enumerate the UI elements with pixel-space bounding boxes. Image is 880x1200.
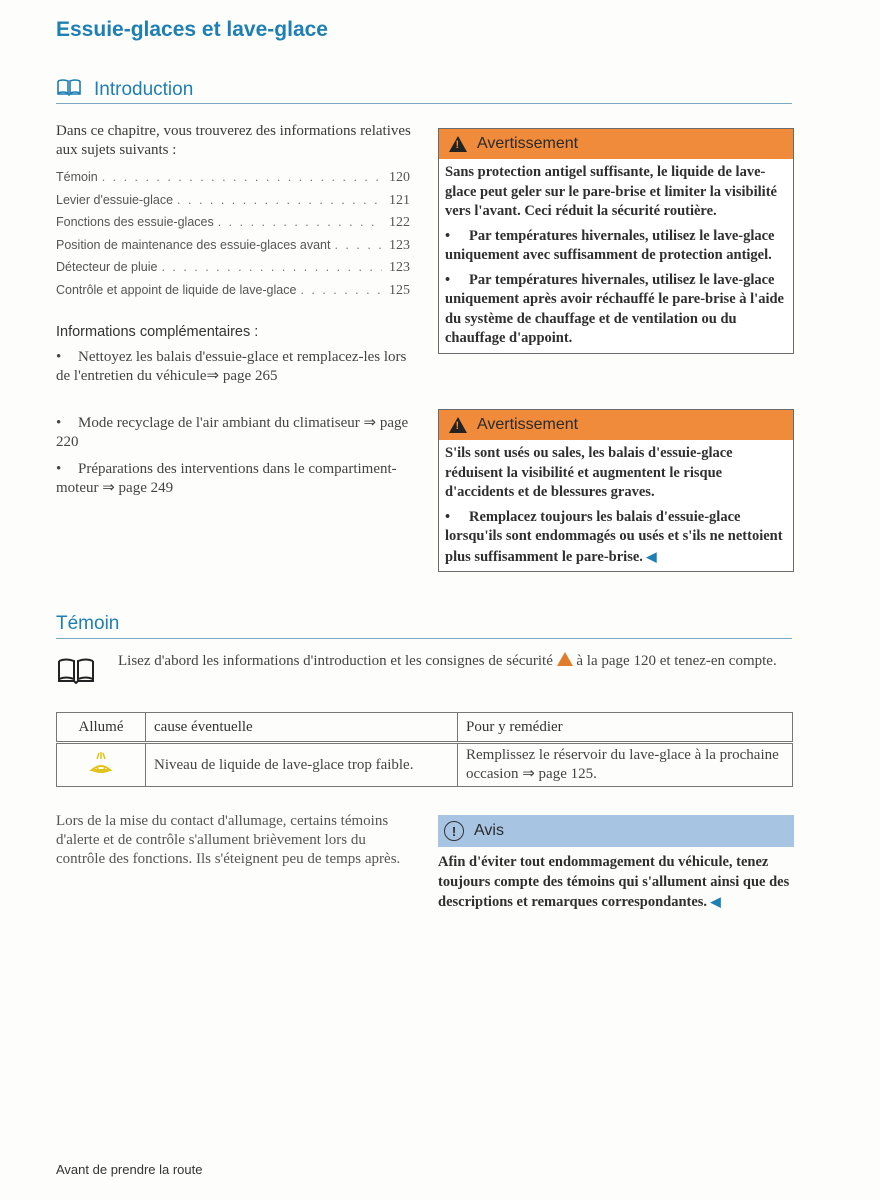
table-header: Allumé (57, 713, 146, 743)
info-exclamation-icon: ! (444, 821, 464, 841)
warning-header: ! Avertissement (439, 410, 793, 440)
notice-header: ! Avis (438, 815, 794, 847)
book-icon (56, 656, 96, 690)
toc-item[interactable]: Témoin . . . 120 (56, 170, 410, 193)
info-heading: Informations complémentaires : (56, 324, 259, 340)
toc-item[interactable]: Détecteur de pluie . . . 123 (56, 260, 410, 283)
toc-item[interactable]: Levier d'essuie-glace . . . 121 (56, 193, 410, 216)
warning-bullet: • Par températures hivernales, utilisez le lave-glace uniquement après avoir réchauffé le pare-brise à l'aide du système de chauffage et de ventilation ou du chauffage d'appoint. (445, 271, 784, 346)
body-paragraph: Lors de la mise du contact d'allumage, certains témoins d'alerte et de contrôle s'allument brièvement lors du contrôle des fonctions. Ils s'éteignent peu de temps après. (56, 813, 401, 867)
table-cell-remedy: Remplissez le réservoir du lave-glace à la prochaine occasion ⇒ page 125. (458, 743, 793, 787)
washer-fluid-warning-icon (86, 766, 116, 782)
warning-text: S'ils sont usés ou sales, les balais d'essuie-glace réduisent la visibilité et augmentent le risque d'accidents et de blessures graves. (445, 445, 733, 500)
table-cell-cause: Niveau de liquide de lave-glace trop faible. (146, 743, 458, 787)
warning-header: ! Avertissement (439, 129, 793, 159)
warning-bullet: • Remplacez toujours les balais d'essuie-glace lorsqu'ils sont endommagés ou usés et s'ils ne nettoient plus suffisamment le pare-brise. ◀ (445, 508, 783, 565)
section-heading-temoin (56, 610, 792, 639)
page-footer: Avant de prendre la route (56, 1162, 203, 1177)
notice-box (438, 815, 794, 913)
table-header: cause éventuelle (146, 713, 458, 743)
table-header: Pour y remédier (458, 713, 793, 743)
reference-note: Lisez d'abord les informations d'introduction et les consignes de sécurité à la page 120 et tenez-en compte. (56, 652, 792, 671)
page-title: Essuie-glaces et lave-glace (56, 18, 328, 41)
section-heading-text: Introduction (94, 78, 194, 100)
toc-item[interactable]: Contrôle et appoint de liquide de lave-glace . . . 125 (56, 283, 410, 306)
warning-bullet: • Par températures hivernales, utilisez le lave-glace uniquement avec suffisamment de protection antigel. (445, 227, 775, 263)
info-bullet: • Préparations des interventions dans le compartiment-moteur ⇒ page 249 (56, 461, 397, 496)
toc-item[interactable]: Position de maintenance des essuie-glaces avant . . . 123 (56, 238, 410, 261)
end-mark-icon: ◀ (646, 548, 657, 564)
toc-item[interactable]: Fonctions des essuie-glaces . . . 122 (56, 215, 410, 238)
info-bullet: • Mode recyclage de l'air ambiant du climatiseur ⇒ page 220 (56, 415, 409, 450)
warning-triangle-icon (557, 652, 573, 666)
warning-text: Sans protection antigel suffisante, le liquide de lave-glace peut geler sur le pare-brise et limiter la visibilité vers l'avant. Ceci réduit la sécurité routière. (445, 164, 777, 219)
end-mark-icon: ◀ (710, 894, 721, 909)
warning-triangle-icon (449, 136, 467, 152)
book-icon (56, 78, 82, 102)
warning-triangle-icon (449, 417, 467, 433)
warning-box (438, 409, 794, 572)
section-heading-text: Témoin (56, 613, 120, 634)
intro-paragraph: Dans ce chapitre, vous trouverez des informations relatives aux sujets suivants : (56, 123, 411, 158)
section-heading-introduction (56, 76, 792, 104)
table-row (57, 743, 793, 787)
info-bullet: • Nettoyez les balais d'essuie-glace et remplacez-les lors de l'entretien du véhicule⇒ page 265 (56, 349, 407, 384)
table-of-contents (56, 170, 410, 305)
notice-text: Afin d'éviter tout endommagement du véhicule, tenez toujours compte des témoins qui s'allument ainsi que des descriptions et remarques correspondantes. ◀ (438, 854, 790, 910)
indicator-table (56, 712, 793, 787)
warning-box (438, 128, 794, 354)
